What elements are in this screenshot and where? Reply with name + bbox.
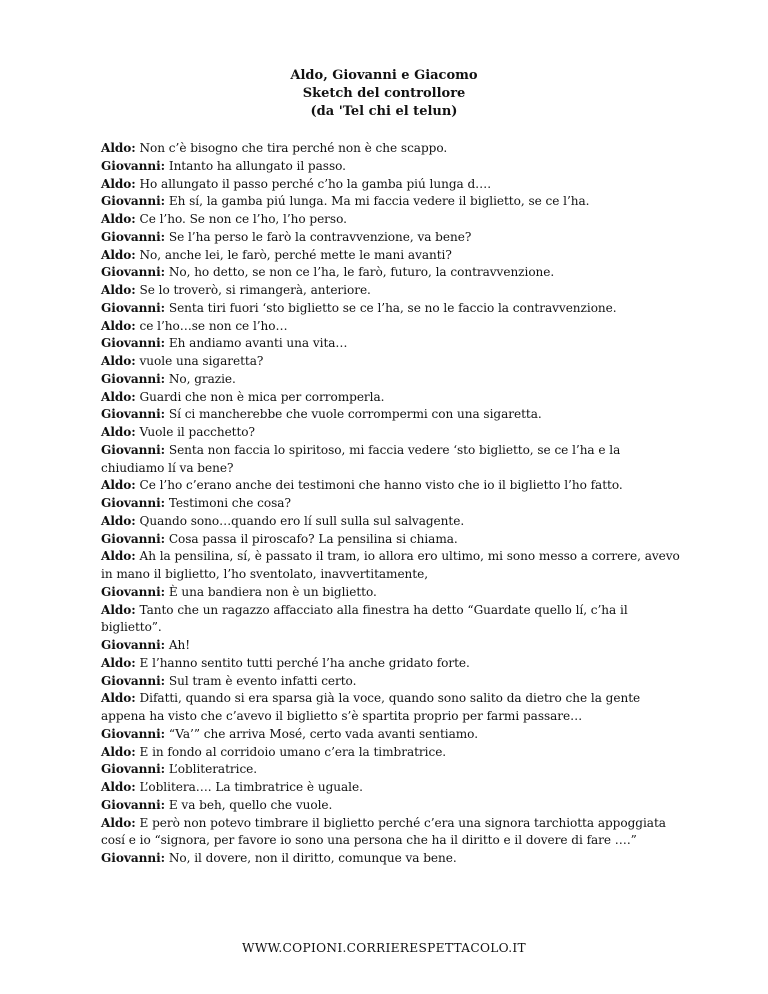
dialogue-text: Se l’ha perso le farò la contravvenzione, va bene? [165,229,472,244]
title-line-sketch: Sketch del controllore [302,86,466,101]
dialogue-line [101,779,681,797]
speaker-name: Giovanni: [101,194,166,209]
speaker-name: Aldo: [101,283,136,297]
dialogue-line [101,548,681,584]
dialogue-text: Cosa passa il piroscafo? La pensilina si chiama. [165,531,458,546]
dialogue-line [101,531,681,549]
dialogue-text: Guardi che non è mica per corromperla. [135,389,385,404]
dialogue-text: Ah la pensilina, sí, è passato il tram, io allora ero ultimo, mi sono messo a correre, avevo in mano il biglietto, l’ho sventolato, inavvertitamente, [101,549,680,581]
dialogue-line [101,442,681,478]
speaker-name: Giovanni: [101,584,166,599]
dialogue-line [101,318,681,336]
dialogue-text: E va beh, quello che vuole. [165,797,333,812]
dialogue-text: Quando sono…quando ero lí sull sulla sul salvagente. [135,513,465,528]
speaker-name: Aldo: [101,389,136,404]
dialogue-text: Non c’è bisogno che tira perché non è che scappo. [135,141,448,155]
dialogue-line [101,637,681,655]
dialogue-line [101,264,681,282]
speaker-name: Aldo: [101,141,136,155]
dialogue-line [101,655,681,673]
speaker-name: Giovanni: [101,496,166,510]
speaker-name: Giovanni: [101,851,166,865]
dialogue-line [101,673,681,691]
speaker-name: Aldo: [101,691,136,706]
speaker-name: Aldo: [101,318,136,333]
document-title [0,67,768,121]
dialogue-text: E l’hanno sentito tutti perché l’ha anche gridato forte. [135,655,470,670]
speaker-name: Aldo: [101,176,136,191]
dialogue-text: Senta tiri fuori ‘sto biglietto se ce l’ha, se no le faccio la contravvenzione. [165,300,617,315]
speaker-name: Giovanni: [101,797,166,812]
dialogue-text: Ho allungato il passo perché c’ho la gamba piú lunga d…. [135,176,491,191]
dialogue-line [101,300,681,318]
dialogue-text: No, anche lei, le farò, perché mette le mani avanti? [135,247,452,262]
dialogue-text: L’oblitera…. La timbratrice è uguale. [135,780,363,794]
dialogue-text: Testimoni che cosa? [165,496,291,510]
dialogue-text: E però non potevo timbrare il biglietto perché c’era una signora tarchiotta appoggiata cosí e io “signora, per favore io sono una persona che ha il diritto e il dovere di fare ….” [101,815,666,848]
speaker-name: Aldo: [101,655,136,670]
speaker-name: Aldo: [101,744,136,759]
speaker-name: Giovanni: [101,300,166,315]
dialogue-line [101,602,681,638]
dialogue-line [101,158,681,176]
speaker-name: Giovanni: [101,762,166,777]
dialogue-line [101,140,681,158]
dialogue-text: Eh andiamo avanti una vita… [165,336,348,351]
dialogue-line [101,247,681,265]
dialogue-line [101,406,681,424]
dialogue-text: vuole una sigaretta? [135,354,264,368]
dialogue-text: No, ho detto, se non ce l’ha, le farò, futuro, la contravvenzione. [165,265,555,280]
dialogue-line [101,797,681,815]
dialogue-line [101,371,681,389]
speaker-name: Giovanni: [101,638,166,652]
speaker-name: Aldo: [101,815,136,830]
dialogue-text: È una bandiera non è un biglietto. [165,584,377,599]
speaker-name: Giovanni: [101,158,166,173]
dialogue-body [101,140,681,868]
speaker-name: Aldo: [101,549,136,564]
dialogue-text: Difatti, quando si era sparsa già la voce, quando sono salito da dietro che la gente appena ha visto che c’avevo il biglietto s’è spartita proprio per farmi passare… [101,691,641,723]
speaker-name: Giovanni: [101,531,166,546]
dialogue-text: L’obliteratrice. [165,762,258,777]
speaker-name: Giovanni: [101,371,166,386]
dialogue-line [101,424,681,442]
dialogue-text: Intanto ha allungato il passo. [165,158,346,173]
dialogue-text: Sul tram è evento infatti certo. [165,673,357,688]
dialogue-line [101,193,681,211]
speaker-name: Aldo: [101,212,136,226]
speaker-name: Aldo: [101,425,136,439]
dialogue-line [101,477,681,495]
speaker-name: Giovanni: [101,726,166,741]
speaker-name: Aldo: [101,247,136,262]
title-line-source: (da 'Tel chi el telun) [310,104,458,119]
dialogue-line [101,690,681,726]
speaker-name: Giovanni: [101,442,166,457]
dialogue-text: Eh sí, la gamba piú lunga. Ma mi faccia vedere il biglietto, se ce l’ha. [165,194,590,209]
speaker-name: Aldo: [101,602,136,617]
speaker-name: Aldo: [101,513,136,528]
dialogue-line [101,211,681,229]
dialogue-line [101,495,681,513]
dialogue-text: Tanto che un ragazzo affacciato alla finestra ha detto “Guardate quello lí, c’ha il biglietto”. [101,602,628,635]
dialogue-line [101,850,681,868]
dialogue-line [101,744,681,762]
speaker-name: Aldo: [101,354,136,368]
dialogue-text: No, grazie. [165,371,236,386]
dialogue-text: Vuole il pacchetto? [135,425,255,439]
dialogue-line [101,229,681,247]
dialogue-text: Sí ci mancherebbe che vuole corrompermi con una sigaretta. [165,407,542,422]
dialogue-text: “Va’” che arriva Mosé, certo vada avanti sentiamo. [165,726,478,741]
dialogue-line [101,389,681,407]
speaker-name: Aldo: [101,478,136,493]
dialogue-text: ce l’ho…se non ce l’ho… [135,318,288,333]
dialogue-line [101,353,681,371]
speaker-name: Giovanni: [101,407,166,422]
dialogue-text: Ce l’ho c’erano anche dei testimoni che hanno visto che io il biglietto l’ho fatto. [135,478,623,493]
dialogue-text: No, il dovere, non il diritto, comunque va bene. [165,851,457,865]
dialogue-line [101,815,681,851]
title-line-authors: Aldo, Giovanni e Giacomo [290,68,478,83]
dialogue-line [101,335,681,353]
dialogue-line [101,176,681,194]
dialogue-line [101,513,681,531]
dialogue-line [101,726,681,744]
dialogue-text: Ce l’ho. Se non ce l’ho, l’ho perso. [135,212,347,226]
dialogue-text: Senta non faccia lo spiritoso, mi faccia vedere ‘sto biglietto, se ce l’ha e la chiudiamo lí va bene? [101,442,621,475]
speaker-name: Giovanni: [101,336,166,351]
dialogue-text: Ah! [165,638,191,652]
dialogue-text: E in fondo al corridoio umano c’era la timbratrice. [135,744,447,759]
dialogue-text: Se lo troverò, si rimangerà, anteriore. [135,283,371,297]
dialogue-line [101,584,681,602]
footer-url: WWW.COPIONI.CORRIERESPETTACOLO.IT [242,941,526,955]
dialogue-line [101,761,681,779]
dialogue-line [101,282,681,300]
speaker-name: Giovanni: [101,673,166,688]
speaker-name: Aldo: [101,780,136,794]
speaker-name: Giovanni: [101,229,166,244]
speaker-name: Giovanni: [101,265,166,280]
